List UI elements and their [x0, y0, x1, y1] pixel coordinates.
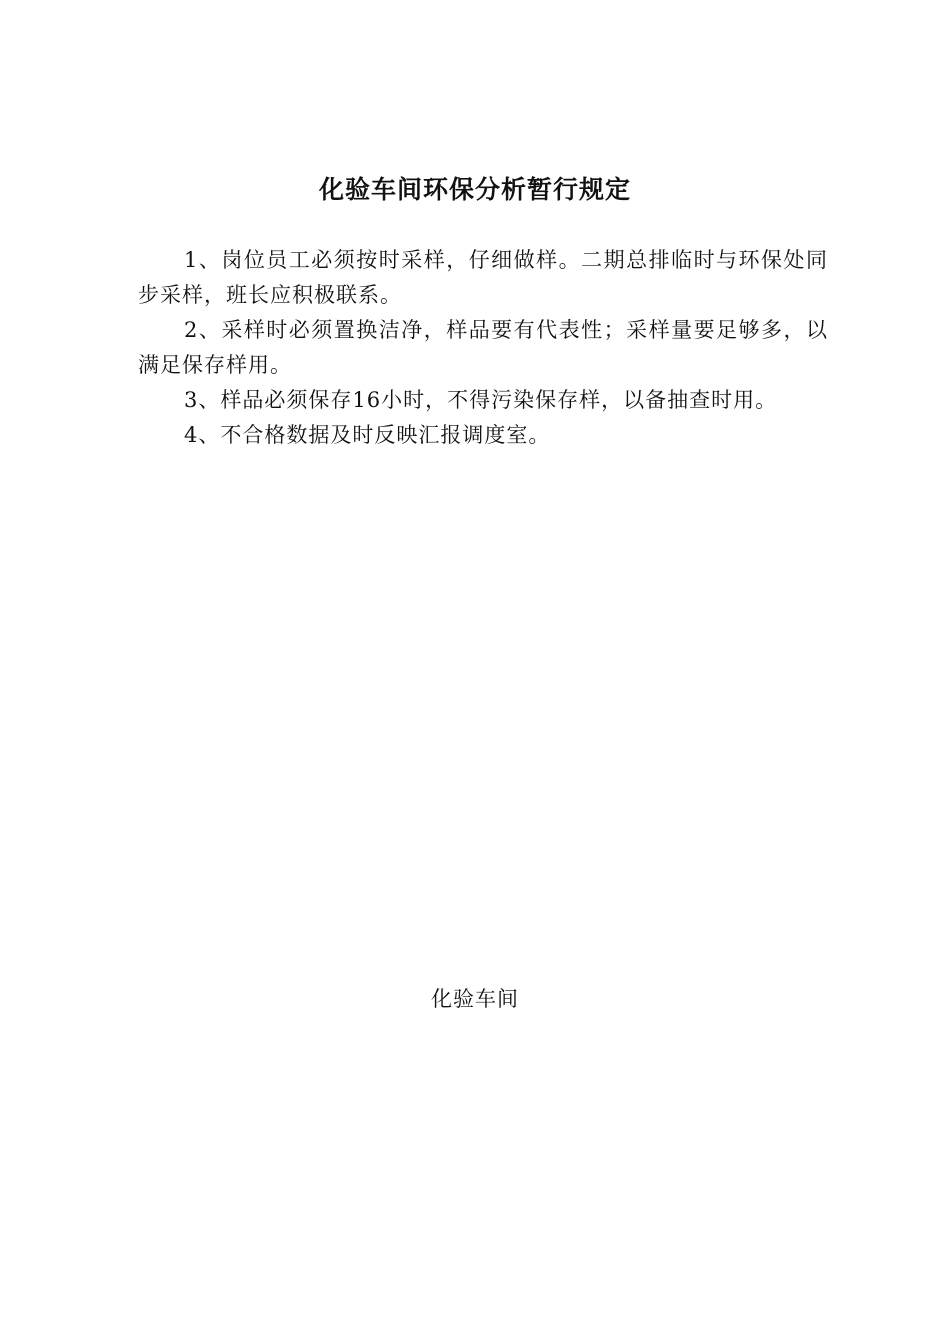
- regulation-body: [138, 243, 828, 453]
- regulation-item-2: 2、采样时必须置换洁净，样品要有代表性；采样量要足够多，以满足保存样用。: [138, 318, 828, 377]
- regulation-item-1: 1、岗位员工必须按时采样，仔细做样。二期总排临时与环保处同步采样，班长应积极联系。: [138, 248, 828, 307]
- signature-department: 化验车间: [431, 987, 519, 1011]
- regulation-item-4: 4、不合格数据及时反映汇报调度室。: [184, 423, 551, 447]
- regulation-item-3: 3、样品必须保存16小时，不得污染保存样，以备抽查时用。: [184, 388, 778, 412]
- page-title: 化验车间环保分析暂行规定: [318, 175, 631, 204]
